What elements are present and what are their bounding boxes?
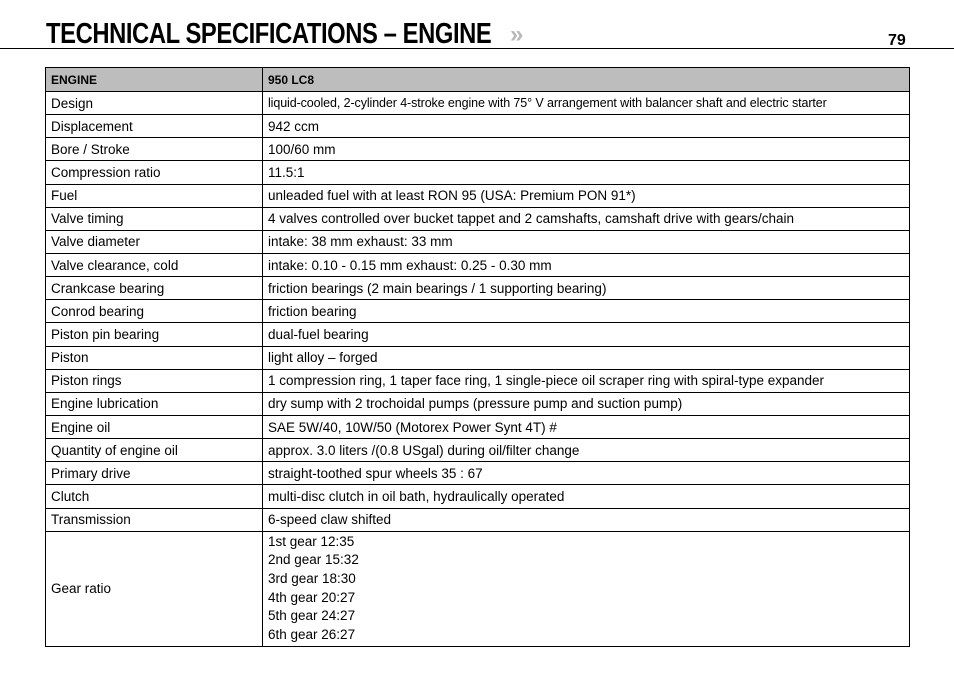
spec-value: 1 compression ring, 1 taper face ring, 1 single-piece oil scraper ring with spiral-type expander [263, 369, 910, 392]
gear-ratio-item: 4th gear 20:27 [268, 589, 356, 605]
table-row [46, 300, 910, 323]
gear-ratio-item: 6th gear 26:27 [268, 627, 356, 643]
spec-label: Fuel [46, 184, 263, 207]
spec-label: Valve diameter [46, 230, 263, 253]
spec-value: approx. 3.0 liters /(0.8 USgal) during oil/filter change [263, 439, 910, 462]
table-row [46, 323, 910, 346]
chevron-icon: » [510, 21, 521, 48]
gear-ratio-item: 5th gear 24:27 [268, 608, 356, 624]
page-header [0, 0, 954, 49]
spec-value: friction bearing [263, 300, 910, 323]
spec-value: dry sump with 2 trochoidal pumps (pressure pump and suction pump) [263, 392, 910, 415]
spec-label: Bore / Stroke [46, 138, 263, 161]
spec-label: Gear ratio [46, 531, 263, 646]
spec-label: Primary drive [46, 462, 263, 485]
column-header-model: 950 LC8 [263, 68, 910, 92]
gear-ratio-item: 2nd gear 15:32 [268, 552, 359, 568]
table-row [46, 207, 910, 230]
spec-value: liquid-cooled, 2-cylinder 4-stroke engine with 75° V arrangement with balancer shaft and electric starter [263, 92, 910, 115]
spec-label: Piston pin bearing [46, 323, 263, 346]
spec-label: Engine oil [46, 415, 263, 438]
spec-label: Conrod bearing [46, 300, 263, 323]
spec-label: Piston rings [46, 369, 263, 392]
spec-value: 6-speed claw shifted [263, 508, 910, 531]
table-row [46, 439, 910, 462]
spec-value: friction bearings (2 main bearings / 1 supporting bearing) [263, 277, 910, 300]
spec-value: straight-toothed spur wheels 35 : 67 [263, 462, 910, 485]
spec-label: Displacement [46, 115, 263, 138]
table-row [46, 277, 910, 300]
table-row [46, 485, 910, 508]
table-row-gear-ratio [46, 531, 910, 646]
gear-ratio-item: 1st gear 12:35 [268, 533, 355, 549]
table-body [46, 92, 910, 647]
table-row [46, 161, 910, 184]
spec-value: light alloy – forged [263, 346, 910, 369]
spec-label: Design [46, 92, 263, 115]
spec-value: 4 valves controlled over bucket tappet and 2 camshafts, camshaft drive with gears/chain [263, 207, 910, 230]
table-row [46, 253, 910, 276]
spec-value: intake: 38 mm exhaust: 33 mm [263, 230, 910, 253]
page-number: 79 [888, 32, 906, 49]
spec-value: multi-disc clutch in oil bath, hydraulically operated [263, 485, 910, 508]
page-title: TECHNICAL SPECIFICATIONS – ENGINE [46, 18, 492, 50]
spec-value: 11.5:1 [263, 161, 910, 184]
spec-value: intake: 0.10 - 0.15 mm exhaust: 0.25 - 0.30 mm [263, 253, 910, 276]
spec-label: Valve clearance, cold [46, 253, 263, 276]
spec-label: Valve timing [46, 207, 263, 230]
column-header-engine: ENGINE [46, 68, 263, 92]
gear-ratio-list [268, 532, 904, 646]
spec-value: unleaded fuel with at least RON 95 (USA: Premium PON 91*) [263, 184, 910, 207]
spec-label: Engine lubrication [46, 392, 263, 415]
table-row [46, 462, 910, 485]
engine-spec-table [45, 67, 910, 647]
gear-ratio-item: 3rd gear 18:30 [268, 571, 356, 587]
table-row [46, 369, 910, 392]
table-row [46, 92, 910, 115]
table-row [46, 115, 910, 138]
table-row [46, 346, 910, 369]
spec-value: dual-fuel bearing [263, 323, 910, 346]
table-row [46, 392, 910, 415]
spec-label: Crankcase bearing [46, 277, 263, 300]
table-row [46, 184, 910, 207]
spec-value: 100/60 mm [263, 138, 910, 161]
spec-label: Quantity of engine oil [46, 439, 263, 462]
spec-label: Compression ratio [46, 161, 263, 184]
table-header-row [46, 68, 910, 92]
table-row [46, 508, 910, 531]
spec-label: Transmission [46, 508, 263, 531]
gear-ratio-values [263, 531, 910, 646]
spec-value: SAE 5W/40, 10W/50 (Motorex Power Synt 4T) # [263, 415, 910, 438]
table-row [46, 138, 910, 161]
table-row [46, 230, 910, 253]
spec-label: Piston [46, 346, 263, 369]
spec-value: 942 ccm [263, 115, 910, 138]
spec-label: Clutch [46, 485, 263, 508]
table-row [46, 415, 910, 438]
